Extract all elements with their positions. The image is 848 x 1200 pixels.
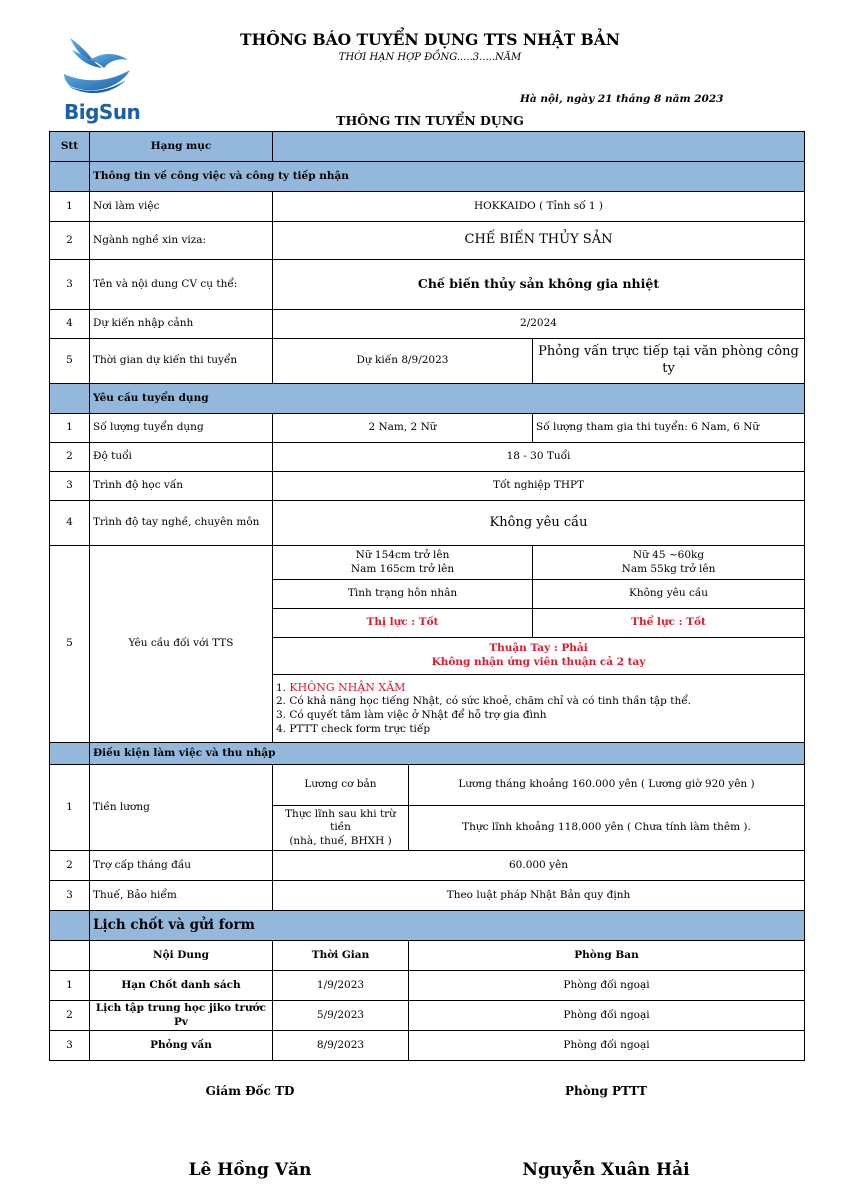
section-heading: Điều kiện làm việc và thu nhập <box>90 743 805 765</box>
table-row: 5 Thời gian dự kiến thi tuyển Dự kiến 8/9/2023 Phỏng vấn trực tiếp tại văn phòng công ty <box>50 339 805 384</box>
table-row: 4 Dự kiến nhập cảnh 2/2024 <box>50 310 805 339</box>
schedule-row: 1 Hạn Chốt danh sách 1/9/2023 Phòng đối ngoại <box>50 971 805 1001</box>
recruitment-table <box>49 131 805 1061</box>
weight-requirement: Nữ 45 ~60kg Nam 55kg trở lên <box>533 546 805 580</box>
section-row-working-conditions <box>50 743 805 765</box>
signature-name-left: Lê Hồng Văn <box>188 1160 312 1180</box>
signature-name-right: Nguyễn Xuân Hải <box>522 1160 690 1180</box>
table-row: Thực lĩnh sau khi trừ tiền (nhà, thuế, BHXH ) Thực lĩnh khoảng 118.000 yên ( Chưa tính làm thêm ). <box>50 806 805 851</box>
fitness-requirement: Thể lực : Tốt <box>533 609 805 638</box>
section-row-job-info <box>50 162 805 192</box>
document-title: THÔNG BÁO TUYỂN DỤNG TTS NHẬT BẢN <box>240 30 620 49</box>
section-row-schedule <box>50 911 805 941</box>
table-row: 1 Nơi làm việc HOKKAIDO ( Tỉnh số 1 ) <box>50 192 805 222</box>
section-row-requirements <box>50 384 805 414</box>
logo-text: BigSun <box>64 100 141 124</box>
document-date: Hà nội, ngày 21 tháng 8 năm 2023 <box>520 93 724 105</box>
bird-wave-logo-icon <box>62 30 132 96</box>
notes-list: 1. KHÔNG NHẬN XĂM 2. Có khả năng học tiếng Nhật, có sức khoẻ, chăm chỉ và có tinh thần tập thể. 3. Có quyết tâm làm việc ở Nhật để hỗ trợ gia đình 4. PTTT check form trực tiếp <box>273 675 805 743</box>
table-row: Tình trạng hôn nhân Không yêu cầu <box>50 580 805 609</box>
table-row: 4 Trình độ tay nghề, chuyên môn Không yêu cầu <box>50 501 805 546</box>
handedness-requirement: Thuận Tay : Phải Không nhận ứng viên thuận cả 2 tay <box>273 638 805 675</box>
section-heading: Lịch chốt và gửi form <box>90 911 805 941</box>
col-header-stt: Stt <box>50 132 90 162</box>
section-heading: Yêu cầu tuyển dụng <box>90 384 805 414</box>
schedule-row: 2 Lịch tập trung học jiko trước Pv 5/9/2023 Phòng đối ngoại <box>50 1001 805 1031</box>
schedule-row: 3 Phỏng vấn 8/9/2023 Phòng đối ngoại <box>50 1031 805 1061</box>
company-logo <box>58 30 141 126</box>
contract-term: THỜI HẠN HỢP ĐỒNG.....3.....NĂM <box>338 52 522 63</box>
table-row: 2 Độ tuổi 18 - 30 Tuổi <box>50 443 805 472</box>
table-row: 3 Thuế, Bảo hiểm Theo luật pháp Nhật Bản quy định <box>50 881 805 911</box>
table-row: 1 Tiền lương Lương cơ bản Lương tháng khoảng 160.000 yên ( Lương giờ 920 yên ) <box>50 765 805 806</box>
eyesight-requirement: Thị lực : Tốt <box>273 609 533 638</box>
table-row: 2 Ngành nghề xin viza: CHẾ BIẾN THỦY SẢN <box>50 222 805 260</box>
table-row: 5 Yêu cầu đối với TTS Nữ 154cm trở lên Nam 165cm trở lên Nữ 45 ~60kg Nam 55kg trở lên <box>50 546 805 580</box>
table-header-row <box>50 132 805 162</box>
height-requirement: Nữ 154cm trở lên Nam 165cm trở lên <box>273 546 533 580</box>
table-row: 3 Trình độ học vấn Tốt nghiệp THPT <box>50 472 805 501</box>
no-tattoo-note: KHÔNG NHẬN XĂM <box>289 680 406 694</box>
table-row: 3 Tên và nội dung CV cụ thể: Chế biến thủy sản không gia nhiệt <box>50 260 805 310</box>
col-header-item: Hạng mục <box>90 132 273 162</box>
signature-title-right: Phòng PTTT <box>564 1084 647 1098</box>
section-title: THÔNG TIN TUYỂN DỤNG <box>336 113 524 128</box>
table-row: 1 Số lượng tuyển dụng 2 Nam, 2 Nữ Số lượng tham gia thi tuyển: 6 Nam, 6 Nữ <box>50 414 805 443</box>
signature-title-left: Giám Đốc TD <box>205 1084 295 1098</box>
table-row: 2 Trợ cấp tháng đầu 60.000 yên <box>50 851 805 881</box>
section-heading: Thông tin về công việc và công ty tiếp nhận <box>90 162 805 192</box>
schedule-header-row: Nội Dung Thời Gian Phòng Ban <box>50 941 805 971</box>
